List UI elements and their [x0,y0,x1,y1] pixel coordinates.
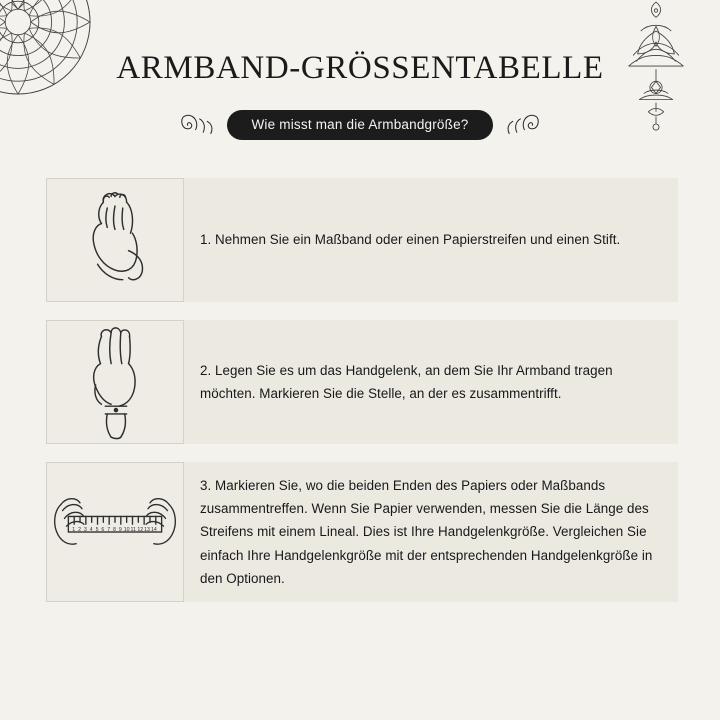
step-text-band [184,320,678,444]
hand-fist-illustration-icon [46,178,184,302]
step-text-band [184,462,678,602]
svg-text:2: 2 [78,527,82,534]
svg-text:3: 3 [83,527,87,534]
svg-text:11: 11 [130,527,136,534]
svg-text:10: 10 [123,527,130,534]
subtitle-pill: Wie misst man die Armbandgröße? [227,110,492,140]
list-item [0,462,720,602]
svg-text:1: 1 [72,527,76,534]
svg-text:13: 13 [144,527,150,534]
svg-text:4: 4 [89,527,93,534]
page-title: ARMBAND-GRÖSSENTABELLE [116,50,604,86]
swirl-flourish-left-icon [179,112,217,138]
svg-text:7: 7 [107,527,111,534]
step-text: 1. Nehmen Sie ein Maßband oder einen Papierstreifen und einen Stift. [200,232,621,248]
step-text-band [184,178,678,302]
svg-text:8: 8 [113,527,116,534]
step-text: 3. Markieren Sie, wo die beiden Enden des Papiers oder Maßbands zusammentreffen. Wenn Sie Papier verwenden, messen Sie die Länge des Streifens mit einem Lineal. Dies ist Ihre Handgelenkgröße. Vergleichen Sie einfach Ihre Handgelenkgröße mit der entsprechenden Handgelenkgröße in den Optionen. [200,478,653,586]
list-item [0,178,720,302]
steps-list [0,178,720,620]
svg-text:6: 6 [101,527,105,534]
swirl-flourish-right-icon [503,112,541,138]
subtitle-row [0,110,720,140]
list-item [0,320,720,444]
svg-text:5: 5 [95,527,99,534]
svg-text:14: 14 [150,527,157,534]
hand-with-paper-strip-illustration-icon [46,320,184,444]
step-text: 2. Legen Sie es um das Handgelenk, an dem Sie Ihr Armband tragen möchten. Markieren Sie die Stelle, an der es zusammentrifft. [200,362,613,401]
svg-text:9: 9 [118,527,122,534]
svg-text:12: 12 [137,527,144,534]
hand-measuring-with-ruler-illustration-icon [46,462,184,602]
